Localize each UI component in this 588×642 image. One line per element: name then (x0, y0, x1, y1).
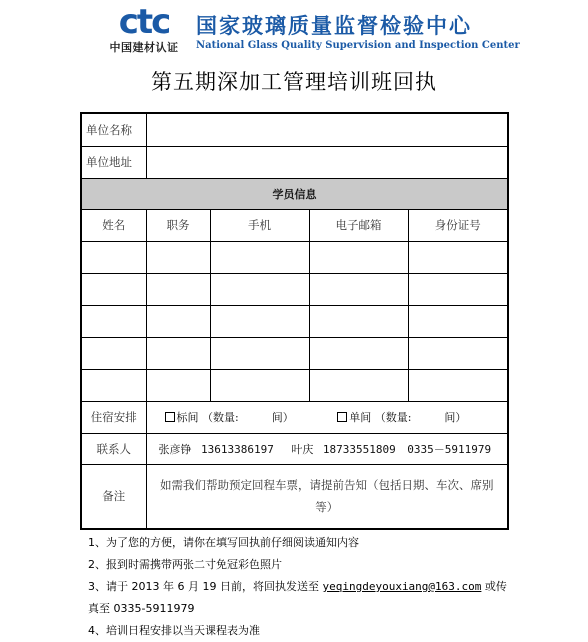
position-cell[interactable] (146, 241, 210, 273)
email-cell[interactable] (309, 369, 408, 401)
notes-section (88, 532, 518, 642)
id-cell[interactable] (408, 369, 508, 401)
unit-name-field[interactable] (146, 113, 508, 146)
mobile-cell[interactable] (210, 337, 309, 369)
note-1: 1、为了您的方便，请你在填写回执前仔细阅读通知内容 (88, 536, 359, 549)
email-cell[interactable] (309, 337, 408, 369)
name-cell[interactable] (81, 369, 146, 401)
position-cell[interactable] (146, 337, 210, 369)
remark-label: 备注 (81, 464, 146, 529)
note-3-continued: 真至 0335-5911979 (88, 602, 195, 615)
email-cell[interactable] (309, 305, 408, 337)
mobile-cell[interactable] (210, 369, 309, 401)
name-cell[interactable] (81, 241, 146, 273)
position-cell[interactable] (146, 305, 210, 337)
ctc-logo-mark (104, 6, 184, 38)
single-room-count: （数量: 间） (374, 411, 467, 424)
accommodation-options (146, 401, 508, 433)
single-room-option[interactable] (337, 411, 466, 424)
note-4: 4、培训日程安排以当天课程表为准 (88, 624, 260, 637)
col-header-id: 身份证号 (408, 209, 508, 241)
office-phone: 0335－5911979 (407, 442, 492, 456)
col-header-position: 职务 (146, 209, 210, 241)
id-cell[interactable] (408, 273, 508, 305)
mobile-cell[interactable] (210, 241, 309, 273)
position-cell[interactable] (146, 273, 210, 305)
unit-address-field[interactable] (146, 146, 508, 178)
single-room-label: 单间 (349, 411, 372, 424)
note-3-text: 3、请于 2013 年 6 月 19 日前，将回执发送至 (88, 580, 323, 593)
contact-info (146, 433, 508, 464)
email-cell[interactable] (309, 273, 408, 305)
column-header-row (81, 209, 508, 241)
name-cell[interactable] (81, 305, 146, 337)
contact1-phone: 13613386197 (201, 442, 274, 456)
col-header-email: 电子邮箱 (309, 209, 408, 241)
remark-row (81, 464, 508, 529)
name-cell[interactable] (81, 273, 146, 305)
receipt-form-table (80, 112, 509, 530)
standard-room-count: （数量: 间） (202, 411, 294, 424)
standard-room-label: 标间 (176, 411, 199, 424)
unit-name-row (81, 113, 508, 146)
table-row (81, 305, 508, 337)
letterhead (0, 0, 588, 62)
table-row (81, 241, 508, 273)
trainee-info-header-row (81, 178, 508, 209)
accommodation-row (81, 401, 508, 433)
id-cell[interactable] (408, 241, 508, 273)
mobile-cell[interactable] (210, 305, 309, 337)
unit-address-row (81, 146, 508, 178)
ctc-logo-text: ctc (118, 6, 170, 38)
name-cell[interactable] (81, 337, 146, 369)
col-header-mobile: 手机 (210, 209, 309, 241)
contact-label: 联系人 (81, 433, 146, 464)
contact2-name: 叶庆 (291, 442, 314, 456)
note-3-tail: 或传 (481, 580, 507, 593)
table-row (81, 337, 508, 369)
contact1-name: 张彦铮 (158, 442, 192, 456)
single-room-checkbox[interactable] (337, 412, 347, 422)
note-3 (88, 576, 518, 598)
unit-name-label: 单位名称 (81, 113, 146, 146)
logo-subtitle: 中国建材认证 (109, 41, 179, 54)
org-name-en: National Glass Quality Supervision and Inspection Center (196, 40, 520, 51)
id-cell[interactable] (408, 305, 508, 337)
contact2-phone: 18733551809 (322, 442, 396, 456)
standard-room-option[interactable] (165, 411, 298, 424)
ctc-logo (104, 6, 184, 56)
remark-text: 如需我们帮助预定回程车票，请提前告知（包括日期、车次、席别等） (146, 464, 508, 529)
mobile-cell[interactable] (210, 273, 309, 305)
contact-row (81, 433, 508, 464)
table-row (81, 273, 508, 305)
org-name-cn: 国家玻璃质量监督检验中心 (196, 14, 472, 38)
accommodation-label: 住宿安排 (81, 401, 146, 433)
standard-room-checkbox[interactable] (165, 412, 175, 422)
email-cell[interactable] (309, 241, 408, 273)
trainee-info-title: 学员信息 (81, 178, 508, 209)
note-2: 2、报到时需携带两张二寸免冠彩色照片 (88, 558, 282, 571)
document-title: 第五期深加工管理培训班回执 (151, 70, 437, 94)
table-row (81, 369, 508, 401)
id-cell[interactable] (408, 337, 508, 369)
col-header-name: 姓名 (81, 209, 146, 241)
email-link[interactable]: yeqingdeyouxiang@163.com (322, 580, 482, 593)
position-cell[interactable] (146, 369, 210, 401)
unit-address-label: 单位地址 (81, 146, 146, 178)
